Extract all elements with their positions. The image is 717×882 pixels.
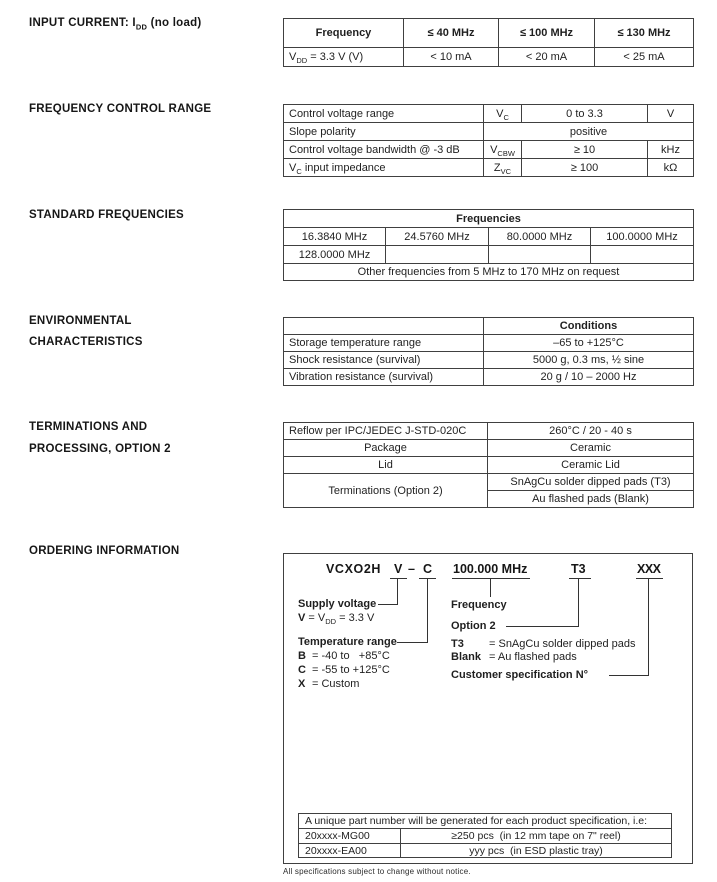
cell-text: V [490,143,498,156]
table-row [284,440,694,457]
cell-label: Control voltage bandwidth @ -3 dB [284,141,484,159]
connector-line [378,604,398,605]
part-number-dash: – [408,562,415,576]
option2-item [451,638,635,650]
underline [390,578,407,579]
cell-subscript: VC [500,166,512,176]
cell-part-number: 20xxxx-MG00 [299,829,401,844]
legend-text: = SnAgCu solder dipped pads [489,638,636,650]
connector-line [648,578,649,675]
legend-key: B [298,650,306,662]
cell-label: Package [284,440,488,457]
cell-label: Shock resistance (survival) [284,352,484,369]
environmental-table [283,317,694,386]
cell-vdd-label [284,48,404,67]
cell-value: 260°C / 20 - 40 s [488,423,694,440]
cell-part-number: 20xxxx-EA00 [299,844,401,858]
cell-symbol [484,105,522,123]
option2-title: Option 2 [451,620,496,632]
cell-value: Ceramic [488,440,694,457]
temperature-item [298,664,390,676]
connector-line [609,675,649,676]
section-heading-ordering: ORDERING INFORMATION [29,545,180,557]
ordering-diagram-box [283,553,693,864]
table-row [299,814,672,829]
frequency-title: Frequency [451,599,507,611]
part-number-voltage-code: V [394,562,403,576]
connector-line [397,578,398,604]
heading-subscript: DD [135,22,148,32]
cell-subscript: C [296,166,302,176]
legend-text: = Au flashed pads [489,651,577,663]
table-row [284,246,694,264]
cell-label [284,159,484,177]
cell-text: input impedance [301,161,386,174]
table-row [284,335,694,352]
legend-key: Blank [451,651,481,663]
header-cell-empty [284,318,484,335]
supply-voltage-title: Supply voltage [298,598,377,610]
cell-unit: kΩ [648,159,694,177]
connector-line [490,578,491,597]
header-cell-40mhz: ≤ 40 MHz [404,19,499,48]
table-row [299,829,672,844]
cell-subscript: DD [296,56,308,66]
frequency-control-table [283,104,694,177]
cell-unit: kHz [648,141,694,159]
cell-subscript: CBW [497,148,515,158]
cell-frequency: 16.3840 MHz [284,228,386,246]
legend-subscript: DD [325,617,337,627]
legend-key: C [298,664,306,676]
cell-part-desc: ≥250 pcs (in 12 mm tape on 7" reel) [401,829,672,844]
table-row [284,369,694,386]
legend-text: = -55 to +125°C [312,664,390,676]
input-current-table [283,18,694,67]
legend-text: = Custom [312,678,360,690]
cell-frequency-empty [386,246,489,264]
part-number-temp-code: C [423,562,433,576]
underline [569,578,591,579]
legend-key: X [298,678,306,690]
connector-line [506,626,579,627]
heading-text: (no load) [147,17,202,29]
table-row [284,228,694,246]
cell-value: SnAgCu solder dipped pads (T3) [488,474,694,491]
supply-voltage-line [298,612,375,627]
underline [452,578,530,579]
table-row [284,48,694,67]
table-row [284,457,694,474]
cell-part-desc: yyy pcs (in ESD plastic tray) [401,844,672,858]
cell-frequency-empty [489,246,591,264]
cell-value: < 25 mA [595,48,694,67]
option2-item [451,651,577,663]
connector-line [427,578,428,642]
legend-text: = -40 to +85°C [312,650,390,662]
cell-label: Vibration resistance (survival) [284,369,484,386]
underline [636,578,663,579]
cell-value: Au flashed pads (Blank) [488,491,694,508]
customer-specification-title: Customer specification N° [451,669,589,681]
table-row [284,105,694,123]
table-row [299,844,672,858]
cell-label: Reflow per IPC/JEDEC J-STD-020C [284,423,488,440]
cell-text: = 3.3 V (V) [307,51,364,63]
cell-unit: V [648,105,694,123]
section-heading-input-current [29,17,202,32]
cell-value: ≥ 10 [522,141,648,159]
part-number-base: VCXO2H [326,562,382,576]
cell-frequency: 24.5760 MHz [386,228,489,246]
part-number-option: T3 [571,562,586,576]
legend-key: T3 [451,638,464,650]
legend-text: = V [305,612,326,624]
table-row [284,352,694,369]
table-row [284,474,694,491]
cell-value: Ceramic Lid [488,457,694,474]
cell-text: V [289,51,297,63]
cell-frequency: 128.0000 MHz [284,246,386,264]
table-row [284,123,694,141]
header-cell-conditions: Conditions [484,318,694,335]
cell-label: Slope polarity [284,123,484,141]
table-row [284,264,694,281]
table-row [284,423,694,440]
connector-line [397,642,428,643]
header-cell-130mhz: ≤ 130 MHz [595,19,694,48]
cell-value: < 20 mA [499,48,595,67]
section-heading-terminations-1: TERMINATIONS AND [29,421,148,433]
cell-value: < 10 mA [404,48,499,67]
table-row [284,141,694,159]
temperature-item [298,678,359,690]
temperature-item [298,650,390,662]
cell-label: Control voltage range [284,105,484,123]
part-number-note-table [298,813,672,858]
standard-frequencies-table [283,209,694,281]
part-number-frequency: 100.000 MHz [453,562,528,576]
cell-label: Lid [284,457,488,474]
temperature-range-title: Temperature range [298,636,397,648]
cell-value: 5000 g, 0.3 ms, ½ sine [484,352,694,369]
part-number-custom: XXX [637,562,661,576]
cell-value: 20 g / 10 – 2000 Hz [484,369,694,386]
section-heading-environmental-1: ENVIRONMENTAL [29,315,132,327]
cell-value: positive [484,123,694,141]
cell-text: V [496,107,504,120]
cell-frequency: 80.0000 MHz [489,228,591,246]
cell-text: Z [493,161,501,174]
section-heading-terminations-2: PROCESSING, OPTION 2 [29,443,171,455]
section-heading-environmental-2: CHARACTERISTICS [29,336,143,348]
cell-label: Storage temperature range [284,335,484,352]
cell-symbol [484,159,522,177]
cell-value: ≥ 100 [522,159,648,177]
table-header-row [284,318,694,335]
cell-subscript: C [503,112,509,122]
header-cell-frequency: Frequency [284,19,404,48]
section-heading-standard-frequencies: STANDARD FREQUENCIES [29,209,184,221]
cell-note: Other frequencies from 5 MHz to 170 MHz on request [284,264,694,281]
cell-terminations-label: Terminations (Option 2) [284,474,488,508]
cell-note-title: A unique part number will be generated for each product specification, i.e: [299,814,672,829]
cell-frequency: 100.0000 MHz [591,228,694,246]
heading-text: INPUT CURRENT: I [29,17,136,29]
header-cell-frequencies: Frequencies [284,210,694,228]
cell-symbol [484,141,522,159]
table-header-row [284,210,694,228]
table-header-row [284,19,694,48]
legend-text: = 3.3 V [336,612,375,624]
table-row [284,159,694,177]
cell-frequency-empty [591,246,694,264]
header-cell-100mhz: ≤ 100 MHz [499,19,595,48]
terminations-table [283,422,694,508]
cell-text: V [289,161,297,174]
section-heading-frequency-control: FREQUENCY CONTROL RANGE [29,103,212,115]
cell-value: –65 to +125°C [484,335,694,352]
footer-disclaimer: All specifications subject to change without notice. [283,867,471,876]
legend-key: V [298,612,306,624]
connector-line [578,578,579,626]
cell-value: 0 to 3.3 [522,105,648,123]
